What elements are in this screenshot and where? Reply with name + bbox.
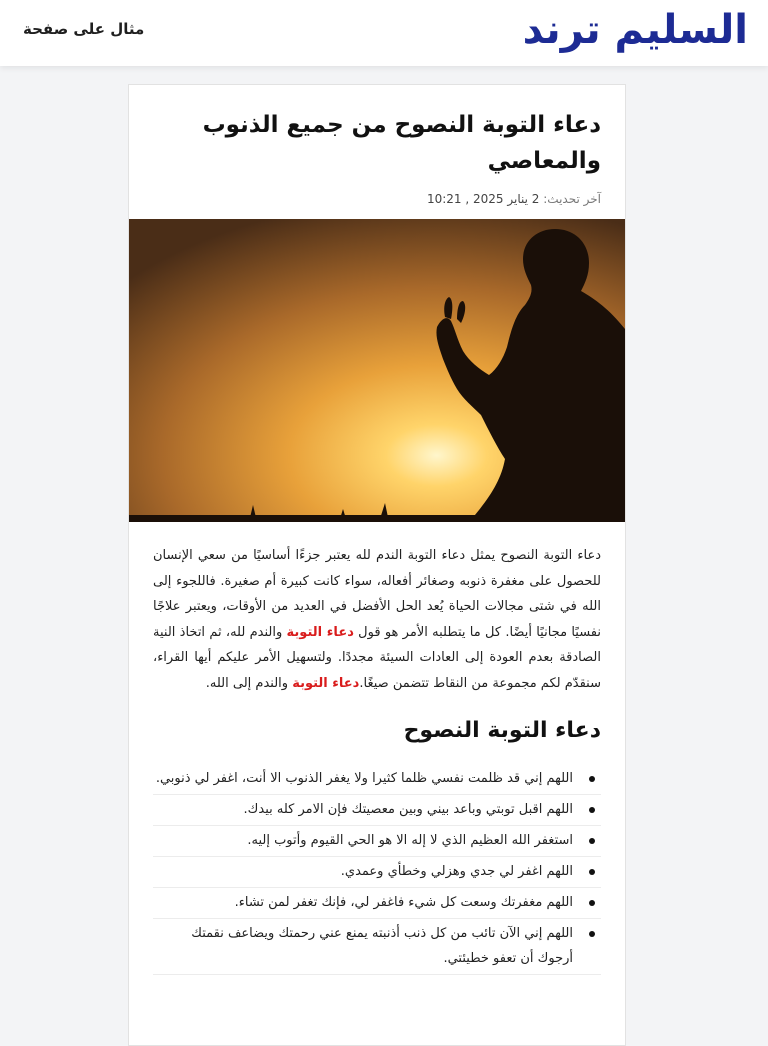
example-page-link[interactable]: مثال على صفحة bbox=[23, 20, 145, 38]
intro-paragraph bbox=[153, 543, 601, 696]
article-title: دعاء التوبة النصوح من جميع الذنوب والمعاصي bbox=[202, 112, 601, 174]
list-item: اللهم اقبل توبتي وباعد بيني وبين معصيتك فإن الامر كله بيدك. bbox=[153, 795, 601, 826]
intro-text-2: والندم لله، ثم اتخاذ النية الصادقة بعدم العودة إلى العادات السيئة مجددًا. ولتسهيل الأمر عليكم أيها القراء، سنقدّم لكم مجموعة من النقاط تتضمن صيغًا. bbox=[153, 624, 601, 691]
article-body bbox=[153, 543, 601, 975]
list-item: اللهم إني الآن تائب من كل ذنب أذنبته يمنع عني رحمتك ويضاعف نقمتك أرجوك أن تعفو خطيئتي. bbox=[153, 919, 601, 975]
article-card bbox=[128, 84, 626, 1046]
section-heading: دعاء التوبة النصوح bbox=[403, 718, 601, 743]
dua-list bbox=[153, 764, 601, 975]
hero-image-praying-silhouette bbox=[129, 219, 625, 522]
keyword-link-dua-tawba[interactable]: دعاء التوبة bbox=[286, 624, 354, 640]
list-item: استغفر الله العظيم الذي لا إله الا هو الحي القيوم وأتوب إليه. bbox=[153, 826, 601, 857]
list-item: اللهم مغفرتك وسعت كل شيء فاغفر لي، فإنك تغفر لمن تشاء. bbox=[153, 888, 601, 919]
keyword-link-dua-tawba-2[interactable]: دعاء التوبة bbox=[292, 675, 360, 691]
last-updated-label: آخر تحديث: bbox=[543, 192, 601, 206]
site-header bbox=[0, 0, 768, 66]
last-updated-value: 2 يناير 2025 , 10:21 bbox=[426, 192, 540, 206]
last-updated bbox=[153, 189, 601, 209]
site-logo[interactable]: السليم ترند bbox=[522, 7, 748, 53]
list-item: اللهم اغفر لي جدي وهزلي وخطأي وعمدي. bbox=[153, 857, 601, 888]
intro-text-1: دعاء التوبة النصوح يمثل دعاء التوبة الندم لله يعتبر جزءًا أساسيًا من سعي الإنسان للحصول على مغفرة ذنوبه وصغائر أفعاله، سواء كانت كبيرة أم صغيرة. فاللجوء إلى الله في شتى مجالات الحياة يُعد الحل الأفضل في العديد من الأوقات، ويعتبر علاجًا نفسيًا مجانيًا أيضًا. كل ما يتطلبه الأمر هو قول bbox=[153, 548, 602, 640]
list-item: اللهم إني قد ظلمت نفسي ظلما كثيرا ولا يغفر الذنوب الا أنت، اغفر لي ذنوبي. bbox=[153, 764, 601, 795]
intro-text-3: والندم إلى الله. bbox=[205, 675, 293, 691]
